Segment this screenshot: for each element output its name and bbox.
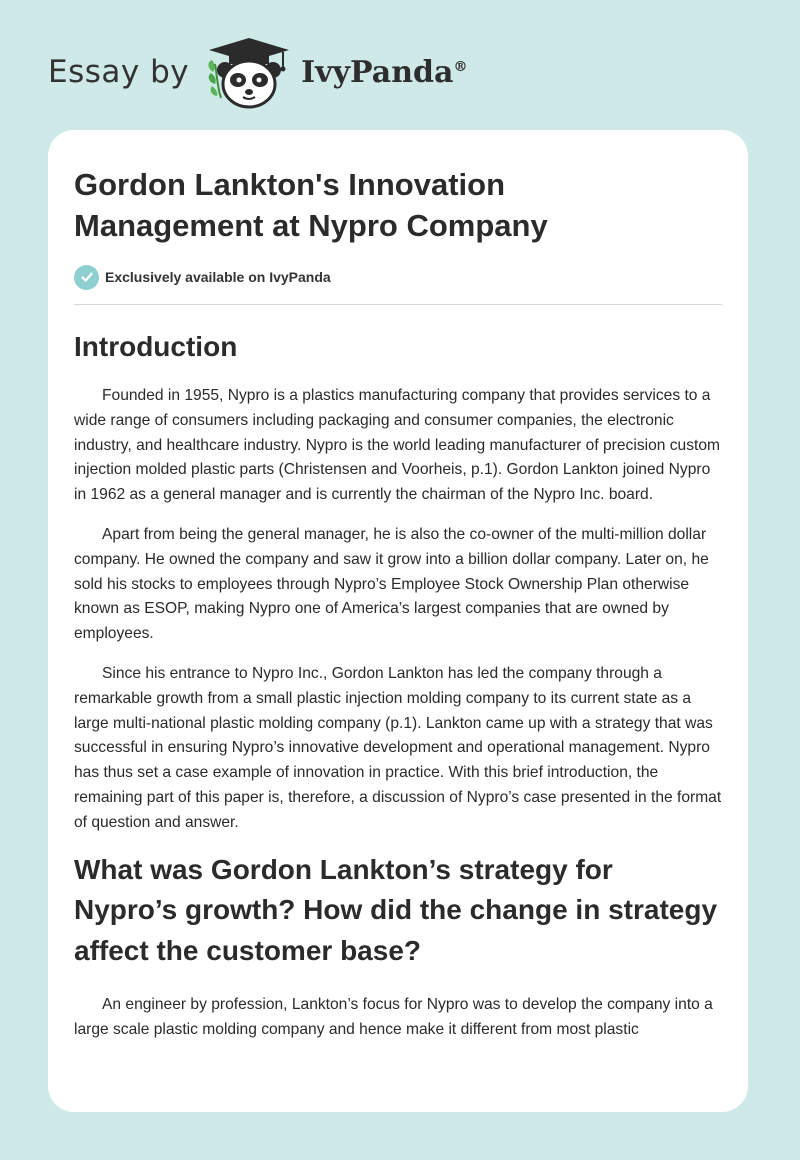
check-icon <box>74 265 99 290</box>
paragraph: Apart from being the general manager, he is also the co-owner of the multi-million dollar company. He owned the company and saw it grow into a billion dollar company. Later on, he sold his stocks to employees through Nypro’s Employee Stock Ownership Plan otherwise known as ESOP, making Nypro one of America’s largest companies that are owned by employees. <box>74 525 709 643</box>
paragraph: An engineer by profession, Lankton’s focus for Nypro was to develop the company into a large scale plastic molding company and hence make it different from most plastic <box>74 996 713 1038</box>
paragraph: Founded in 1955, Nypro is a plastics manufacturing company that provides services to a wide range of consumers including packaging and consumer companies, the electronic industry, and healthcare industry. Nypro is the world leading manufacturer of precision custom injection molded plastic parts (Christensen and Voorheis, p.1). Gordon Lankton joined Nypro in 1962 as a general manager and is currently the chairman of the Nypro Inc. board. <box>74 387 721 504</box>
divider <box>74 304 722 305</box>
title-line-2: Management at Nypro Company <box>74 208 548 243</box>
section-heading-introduction: Introduction <box>74 331 238 362</box>
essay-card <box>48 130 748 1112</box>
exclusive-badge <box>74 264 722 290</box>
page-title <box>74 164 722 246</box>
title-line-1: Gordon Lankton's Innovation <box>74 167 506 202</box>
essay-content <box>74 164 722 1043</box>
brand-name: IvyPanda® <box>301 54 468 90</box>
paragraph: Since his entrance to Nypro Inc., Gordon Lankton has led the company through a remarkable growth from a small plastic injection molding company to its current state as a large multi-national plastic molding company (p.1). Lankton came up with a strategy that was successful in ensuring Nypro’s innovative development and operational management. Nypro has thus set a case example of innovation in practice. With this brief introduction, the remaining part of this paper is, therefore, a discussion of Nypro’s case presented in the format of question and answer. <box>74 664 722 831</box>
ivypanda-logo[interactable] <box>203 34 467 110</box>
panda-logo-icon <box>203 34 295 110</box>
site-header <box>48 32 467 112</box>
registered-mark: ® <box>453 58 468 75</box>
essay-by-label: Essay by <box>48 54 190 90</box>
section-heading-strategy: What was Gordon Lankton’s strategy for Nypro’s growth? How did the change in strategy affect the customer base? <box>74 853 718 966</box>
exclusive-label: Exclusively available on IvyPanda <box>105 269 331 285</box>
